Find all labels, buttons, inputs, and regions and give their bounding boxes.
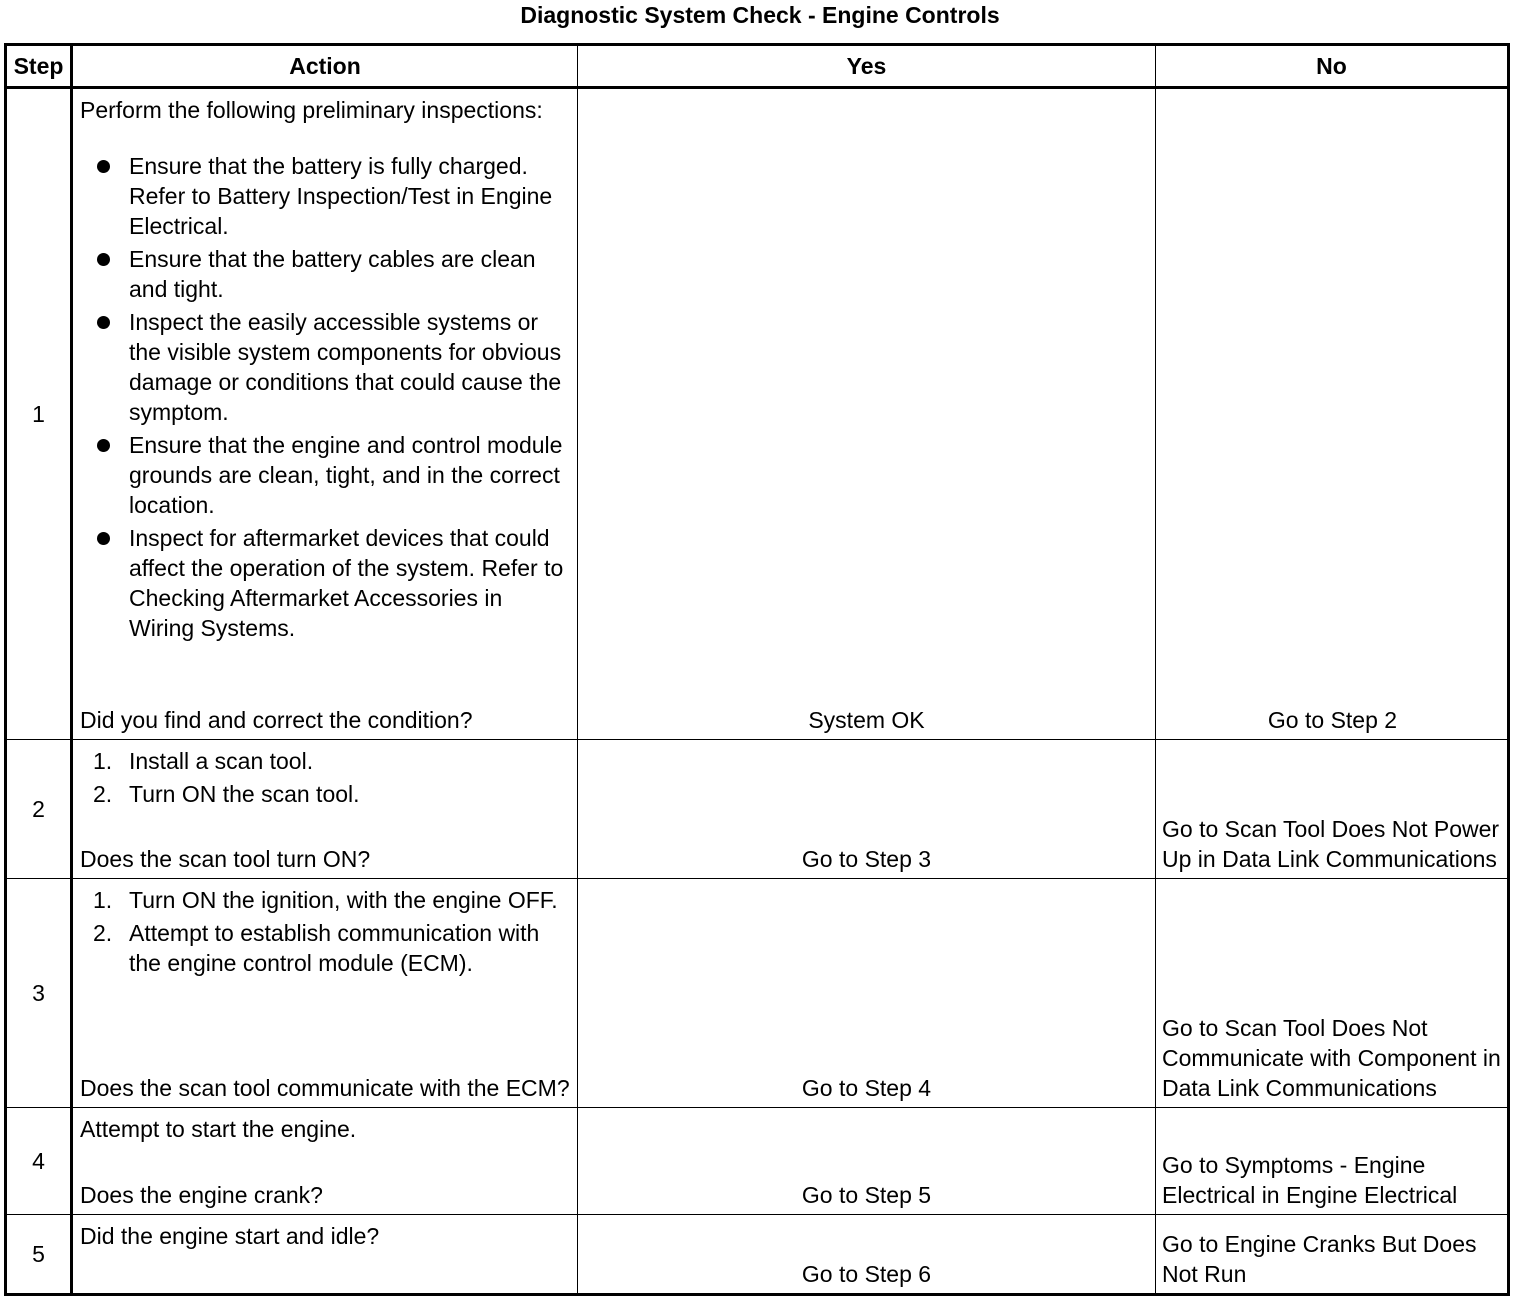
action-question: Does the engine crank?: [80, 1182, 323, 1208]
header-row: [6, 45, 1509, 88]
bullet-icon: [97, 439, 110, 452]
no-cell: Go to Engine Cranks But Does Not Run: [1156, 1215, 1509, 1295]
action-question: Did you find and correct the condition?: [80, 707, 473, 733]
action-intro: Attempt to start the engine.: [80, 1116, 357, 1142]
step-number: 4: [6, 1108, 72, 1215]
step-number: 5: [6, 1215, 72, 1295]
no-cell: Go to Scan Tool Does Not Power Up in Data Link Communications: [1156, 740, 1509, 879]
item-number: 2.: [93, 920, 113, 946]
action-intro: Perform the following preliminary inspections:: [80, 97, 543, 123]
yes-cell: System OK: [578, 88, 1156, 740]
action-cell: [72, 1215, 578, 1295]
numbered-item: [80, 918, 571, 978]
numbered-item: [80, 746, 571, 776]
no-cell: Go to Scan Tool Does Not Communicate with Component in Data Link Communications: [1156, 879, 1509, 1108]
bullet-text: Ensure that the battery is fully charged. Refer to Battery Inspection/Test in Engine Electrical.: [129, 153, 553, 239]
diagnostic-table: [4, 43, 1510, 1296]
no-cell: Go to Step 2: [1156, 88, 1509, 740]
item-text: Install a scan tool.: [129, 748, 314, 774]
header-step: Step: [6, 45, 72, 88]
table-row: [6, 740, 1509, 879]
item-number: 2.: [93, 781, 113, 807]
bullet-item: [80, 244, 571, 304]
bullet-icon: [97, 316, 110, 329]
action-cell: [72, 879, 578, 1108]
bullet-text: Inspect for aftermarket devices that could affect the operation of the system. Refer to Checking Aftermarket Accessories in Wiring Systems.: [129, 525, 564, 641]
yes-cell: Go to Step 4: [578, 879, 1156, 1108]
item-number: 1.: [93, 748, 113, 774]
step-number: 3: [6, 879, 72, 1108]
header-yes: Yes: [578, 45, 1156, 88]
no-cell: Go to Symptoms - Engine Electrical in Engine Electrical: [1156, 1108, 1509, 1215]
bullet-text: Inspect the easily accessible systems or the visible system components for obvious damage or conditions that could cause the symptom.: [129, 309, 562, 425]
page-title: Diagnostic System Check - Engine Controls: [520, 2, 1000, 28]
item-text: Turn ON the scan tool.: [129, 781, 360, 807]
numbered-item: [80, 885, 571, 915]
numbered-list: [80, 885, 571, 981]
item-number: 1.: [93, 887, 113, 913]
bullet-item: [80, 307, 571, 427]
yes-cell: Go to Step 5: [578, 1108, 1156, 1215]
item-text: Turn ON the ignition, with the engine OFF.: [129, 887, 558, 913]
action-cell: [72, 88, 578, 740]
bullet-text: Ensure that the battery cables are clean and tight.: [129, 246, 536, 302]
bullet-icon: [97, 160, 110, 173]
table-row: [6, 1108, 1509, 1215]
bullet-icon: [97, 532, 110, 545]
table-row: [6, 88, 1509, 740]
numbered-item: [80, 779, 571, 809]
bullet-text: Ensure that the engine and control module grounds are clean, tight, and in the correct location.: [129, 432, 563, 518]
action-question: Does the scan tool communicate with the ECM?: [80, 1075, 570, 1101]
header-no: No: [1156, 45, 1509, 88]
bullet-list: [80, 151, 571, 643]
table-row: [6, 879, 1509, 1108]
action-question: Did the engine start and idle?: [80, 1223, 380, 1249]
step-number: 1: [6, 88, 72, 740]
step-number: 2: [6, 740, 72, 879]
bullet-icon: [97, 253, 110, 266]
action-cell: [72, 740, 578, 879]
action-cell: [72, 1108, 578, 1215]
action-question: Does the scan tool turn ON?: [80, 846, 371, 872]
bullet-item: [80, 151, 571, 241]
table-row: [6, 1215, 1509, 1295]
yes-cell: Go to Step 3: [578, 740, 1156, 879]
header-action: Action: [72, 45, 578, 88]
bullet-item: [80, 430, 571, 520]
bullet-item: [80, 523, 571, 643]
yes-cell: Go to Step 6: [578, 1215, 1156, 1295]
item-text: Attempt to establish communication with the engine control module (ECM).: [129, 920, 540, 976]
numbered-list: [80, 746, 571, 812]
